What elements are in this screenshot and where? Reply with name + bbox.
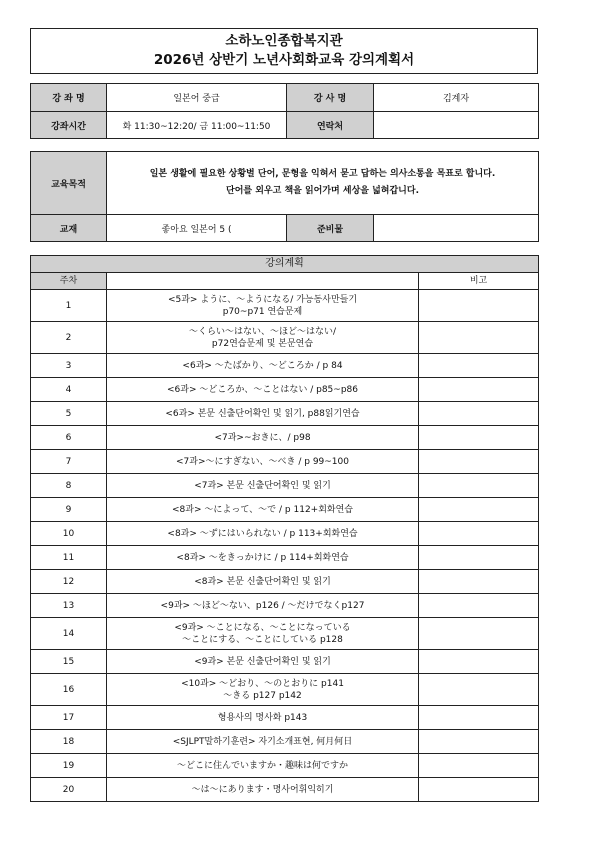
lesson-line: <7과> 본문 신출단어확인 및 읽기 <box>194 480 331 491</box>
note-cell <box>419 290 539 322</box>
plan-row <box>31 754 539 778</box>
lesson-line: ～きる p127 p142 <box>223 690 302 701</box>
plan-row <box>31 650 539 674</box>
course-goal-table <box>30 151 539 242</box>
note-cell <box>419 730 539 754</box>
lesson-content <box>107 706 419 730</box>
week-number: 10 <box>31 522 107 546</box>
plan-row <box>31 570 539 594</box>
textbook-label: 교재 <box>31 215 107 242</box>
goal-line: 일본 생활에 필요한 상황별 단어, 문형을 익혀서 묻고 답하는 의사소통을 목표로 합니다. <box>149 169 496 179</box>
lesson-content <box>107 674 419 706</box>
plan-row <box>31 402 539 426</box>
lesson-content <box>107 754 419 778</box>
lesson-content <box>107 730 419 754</box>
lesson-line: <8과> ～によって、～で / p 112+회화연습 <box>171 504 353 515</box>
lesson-content <box>107 570 419 594</box>
goal-label: 교육목적 <box>31 152 107 215</box>
course-name-value: 일본어 중급 <box>107 84 287 112</box>
materials-label: 준비물 <box>287 215 374 242</box>
note-cell <box>419 522 539 546</box>
lesson-content <box>107 618 419 650</box>
lesson-content <box>107 450 419 474</box>
week-number: 19 <box>31 754 107 778</box>
plan-row <box>31 594 539 618</box>
note-cell <box>419 674 539 706</box>
note-cell <box>419 450 539 474</box>
lesson-content <box>107 378 419 402</box>
contact-value <box>374 112 539 139</box>
week-number: 5 <box>31 402 107 426</box>
textbook-value: 좋아요 일본어 5 ( <box>107 215 287 242</box>
note-cell <box>419 498 539 522</box>
lesson-line: p70~p71 연습문제 <box>222 306 303 317</box>
plan-row <box>31 618 539 650</box>
contact-label: 연락처 <box>287 112 374 139</box>
course-time-value: 화 11:30~12:20/ 금 11:00~11:50 <box>107 112 287 139</box>
plan-row <box>31 498 539 522</box>
lesson-content <box>107 778 419 802</box>
document-title <box>30 28 538 74</box>
note-cell <box>419 754 539 778</box>
plan-row <box>31 522 539 546</box>
lesson-content <box>107 522 419 546</box>
lecture-plan-table <box>30 255 539 802</box>
center-name: 소하노인종합복지관 <box>225 33 343 49</box>
lesson-line: <7과>～にすぎない、～べき / p 99~100 <box>175 456 349 467</box>
course-info-table <box>30 83 539 139</box>
week-number: 11 <box>31 546 107 570</box>
week-number: 9 <box>31 498 107 522</box>
lesson-line: <9과> 본문 신출단어확인 및 읽기 <box>194 656 331 667</box>
note-cell <box>419 402 539 426</box>
plan-row <box>31 778 539 802</box>
note-cell <box>419 546 539 570</box>
plan-row <box>31 674 539 706</box>
note-cell <box>419 426 539 450</box>
note-cell <box>419 778 539 802</box>
lesson-line: <8과> ～をきっかけに / p 114+회화연습 <box>176 552 349 563</box>
lesson-content <box>107 290 419 322</box>
plan-row <box>31 450 539 474</box>
week-number: 4 <box>31 378 107 402</box>
lesson-line: ～は～にあります・명사어휘익히기 <box>191 784 334 795</box>
plan-heading: 강의계획 <box>31 256 539 273</box>
note-cell <box>419 594 539 618</box>
lesson-line: ～どこに住んでいますか・趣味は何ですか <box>176 760 348 771</box>
lesson-line: <9과> ～ことになる、～ことになっている <box>174 622 351 633</box>
week-number: 12 <box>31 570 107 594</box>
lesson-content <box>107 426 419 450</box>
note-cell <box>419 650 539 674</box>
plan-row <box>31 290 539 322</box>
lesson-content <box>107 322 419 354</box>
plan-row <box>31 474 539 498</box>
week-number: 1 <box>31 290 107 322</box>
lesson-line: <10과> ～どおり、～のとおりに p141 <box>181 678 344 689</box>
lesson-line: <6과> ～どころか、～ことはない / p85~p86 <box>167 384 358 395</box>
lesson-line: <7과>~おきに、/ p98 <box>214 432 311 443</box>
note-cell <box>419 322 539 354</box>
course-name-label: 강 좌 명 <box>31 84 107 112</box>
week-number: 2 <box>31 322 107 354</box>
goal-text <box>107 152 539 215</box>
lesson-line: ～くらい～はない、～ほど～はない/ <box>188 326 337 337</box>
plan-title: 2026년 상반기 노년사회화교육 강의계획서 <box>153 52 415 68</box>
goal-line: 단어를 외우고 책을 읽어가며 세상을 넓혀갑니다. <box>226 186 419 196</box>
week-number: 8 <box>31 474 107 498</box>
week-number: 17 <box>31 706 107 730</box>
plan-row <box>31 354 539 378</box>
lesson-line: <5과> ように、～ようになる/ 가능동사만들기 <box>167 294 358 305</box>
note-cell <box>419 618 539 650</box>
week-number: 18 <box>31 730 107 754</box>
lesson-line: p72연습문제 및 본문연습 <box>211 338 314 349</box>
lesson-line: <8과> ～ずにはいられない / p 113+회화연습 <box>167 528 358 539</box>
lesson-line: ～ことにする、～ことにしている p128 <box>182 634 343 645</box>
week-number: 6 <box>31 426 107 450</box>
lesson-content <box>107 546 419 570</box>
lesson-line: <6과> 본문 신출단어확인 및 읽기, p88읽기연습 <box>165 408 360 419</box>
content-column-header <box>107 273 419 290</box>
materials-value <box>374 215 539 242</box>
week-number: 20 <box>31 778 107 802</box>
lesson-content <box>107 594 419 618</box>
instructor-value: 김계자 <box>374 84 539 112</box>
lesson-line: 형용사의 명사화 p143 <box>217 712 308 723</box>
plan-row <box>31 322 539 354</box>
lesson-line: <9과> ～ほど～ない、p126 / ～だけでなくp127 <box>160 600 365 611</box>
lesson-content <box>107 498 419 522</box>
note-cell <box>419 474 539 498</box>
week-number: 14 <box>31 618 107 650</box>
week-number: 16 <box>31 674 107 706</box>
lesson-content <box>107 650 419 674</box>
lesson-content <box>107 402 419 426</box>
note-column-header: 비고 <box>419 273 539 290</box>
lesson-line: <8과> 본문 신출단어확인 및 읽기 <box>194 576 331 587</box>
note-cell <box>419 570 539 594</box>
plan-row <box>31 730 539 754</box>
week-number: 7 <box>31 450 107 474</box>
plan-row <box>31 706 539 730</box>
note-cell <box>419 706 539 730</box>
lesson-line: <SJLPT말하기훈련> 자기소개표현, 何月何日 <box>172 736 353 747</box>
week-number: 3 <box>31 354 107 378</box>
lesson-content <box>107 474 419 498</box>
week-number: 15 <box>31 650 107 674</box>
week-number: 13 <box>31 594 107 618</box>
plan-row <box>31 378 539 402</box>
lesson-line: <6과> ～たばかり、～どころか / p 84 <box>182 360 343 371</box>
week-column-header: 주차 <box>31 273 107 290</box>
lesson-content <box>107 354 419 378</box>
plan-row <box>31 546 539 570</box>
course-time-label: 강좌시간 <box>31 112 107 139</box>
note-cell <box>419 354 539 378</box>
plan-row <box>31 426 539 450</box>
note-cell <box>419 378 539 402</box>
instructor-label: 강 사 명 <box>287 84 374 112</box>
